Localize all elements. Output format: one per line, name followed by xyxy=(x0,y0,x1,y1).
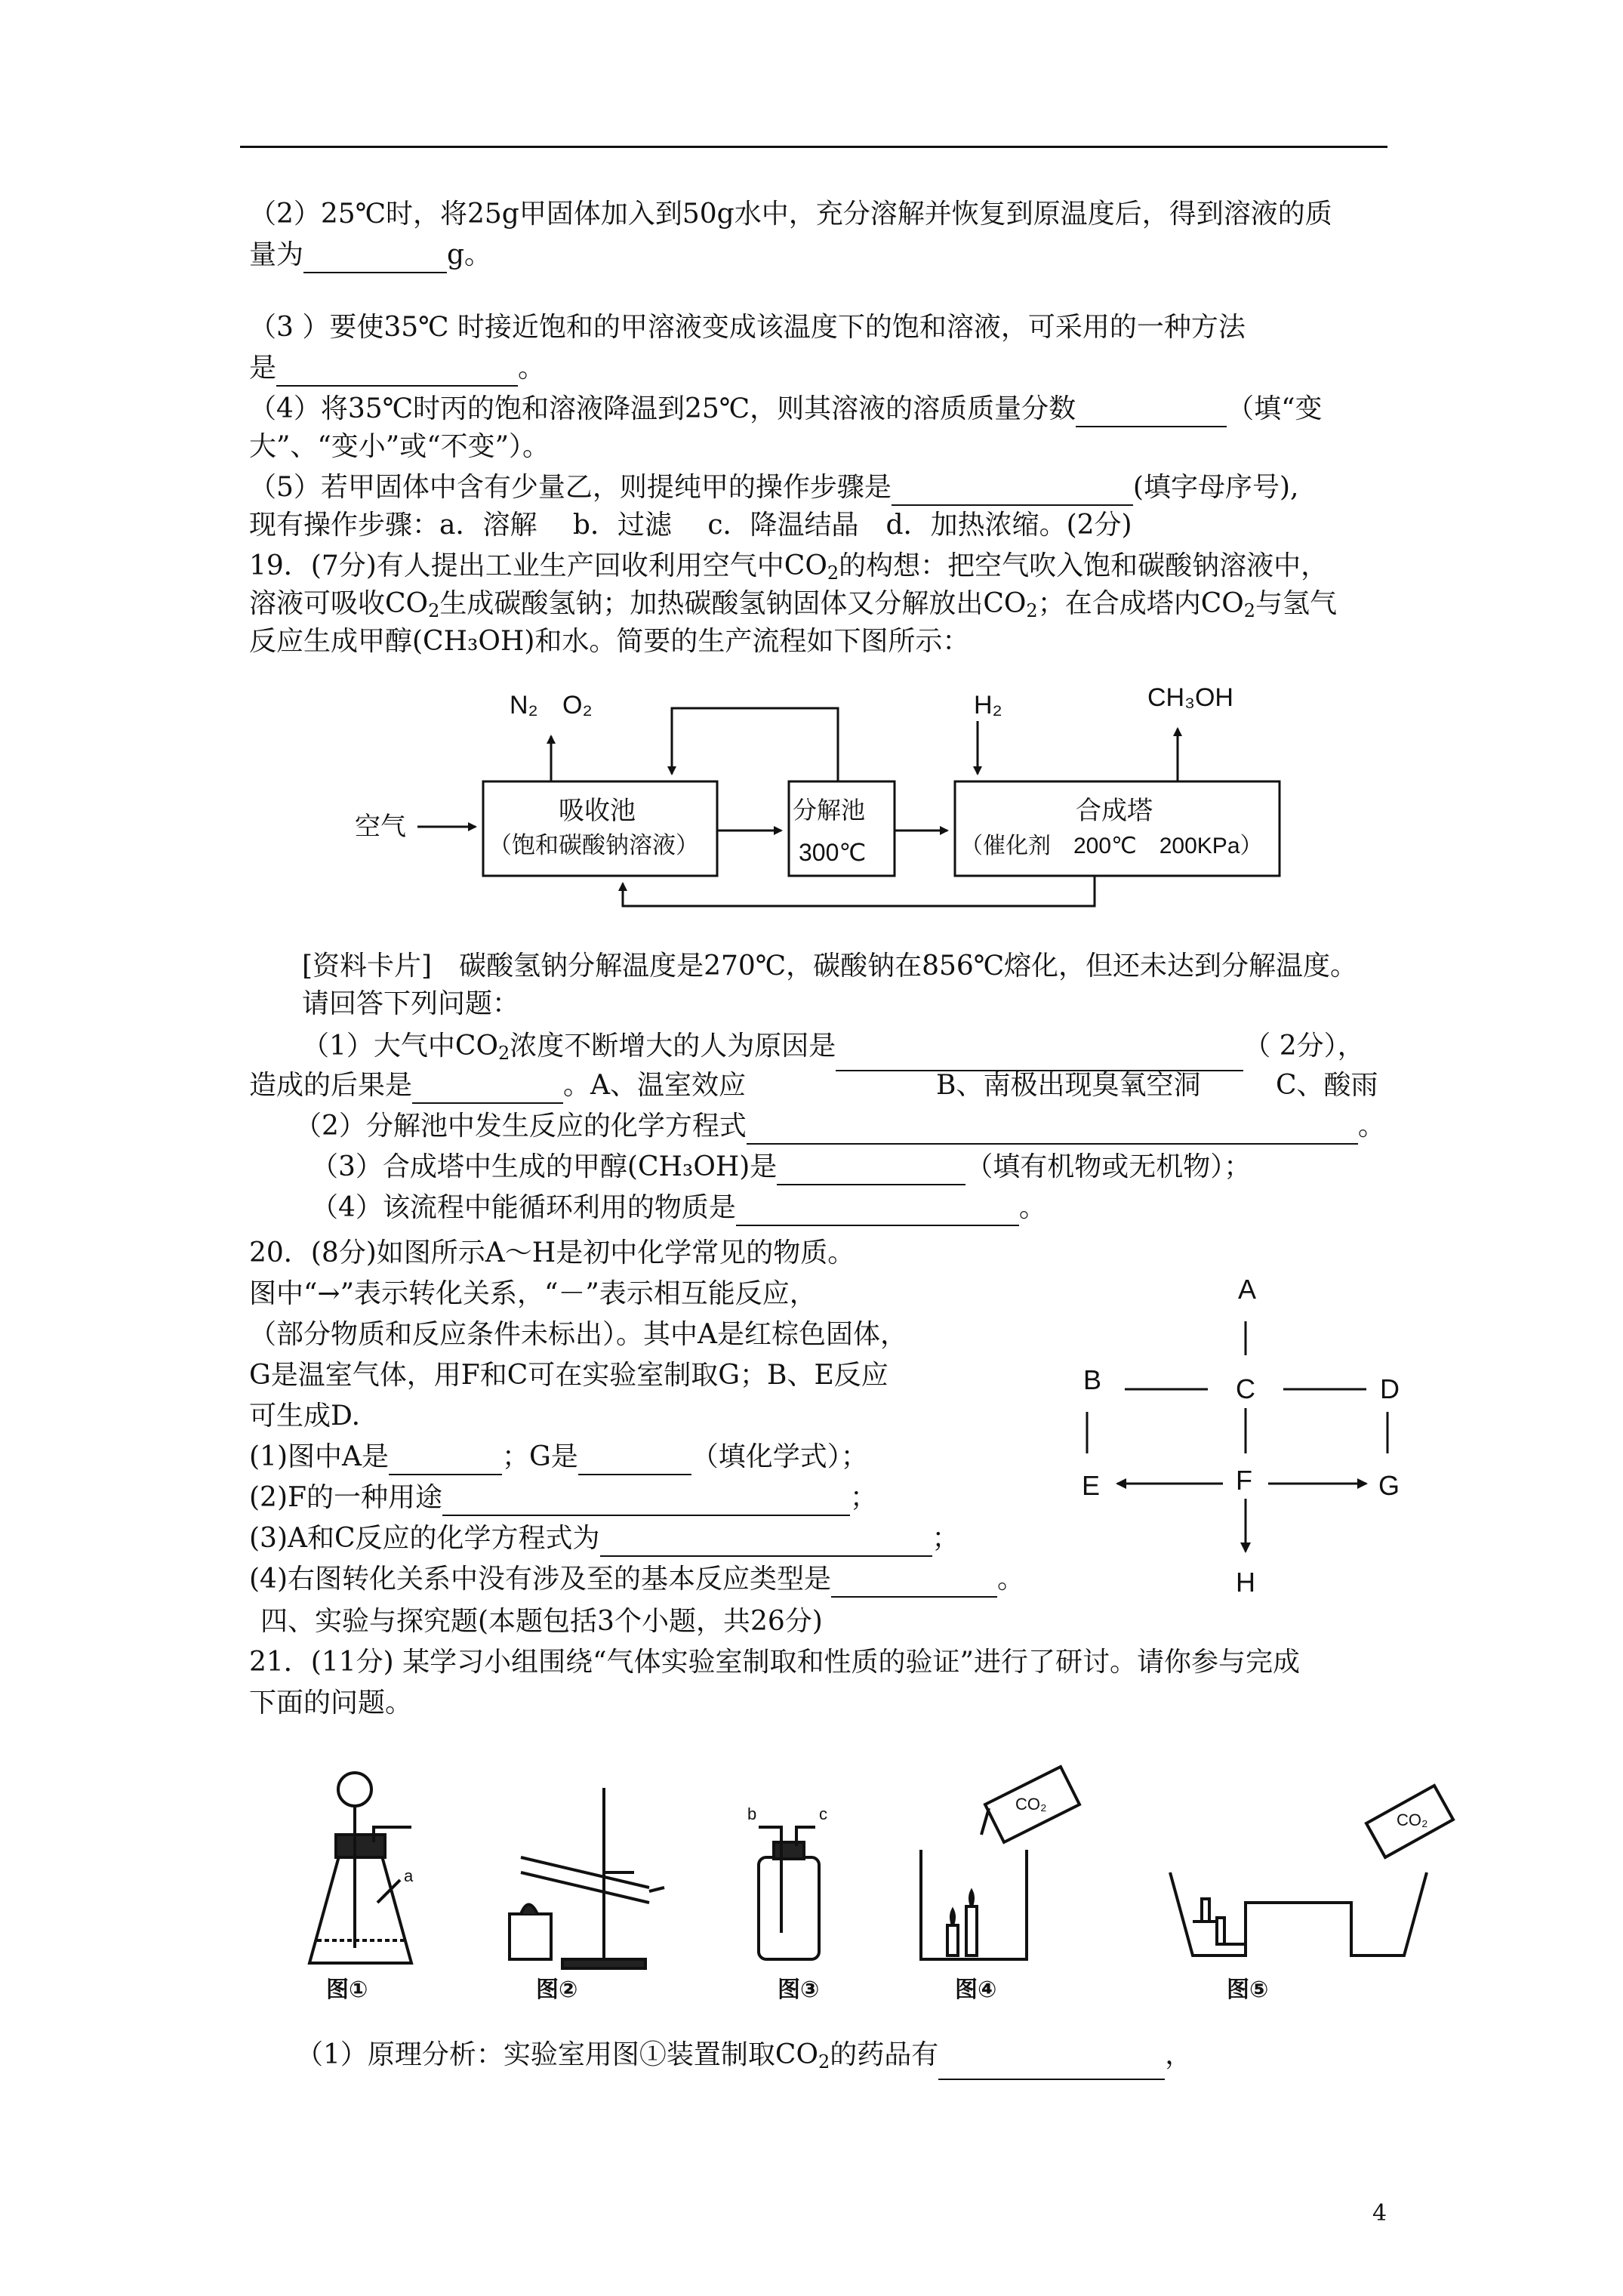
q19-sub-3: （3）合成塔中生成的甲醇(CH₃OH)是 （填有机物或无机物）； xyxy=(311,1149,1251,1185)
node-d: D xyxy=(1380,1373,1400,1404)
q20-question-1: (1)图中A是 ；G是 （填化学式）； xyxy=(249,1439,868,1475)
figure-label-1: 图① xyxy=(326,1977,368,2002)
q20-line-1: 20．(8分)如图所示A～H是初中化学常见的物质。 xyxy=(249,1237,855,1268)
node-a: A xyxy=(1238,1274,1257,1305)
q20-line-4: G是温室气体，用F和C可在实验室制取G；B、E反应 xyxy=(249,1360,888,1391)
q19-ask: 请回答下列问题： xyxy=(302,988,520,1019)
q18-line-2a: （2）25℃时，将25g甲固体加入到50g水中，充分溶解并恢复到原温度后，得到溶液的质 xyxy=(249,199,1332,230)
node-g: G xyxy=(1378,1470,1400,1501)
flow-absorb-title: 吸收池 xyxy=(559,797,636,825)
q18-line-5b: 现有操作步骤：a．溶解 b．过滤 c．降温结晶 d．加热浓缩。(2分) xyxy=(249,510,1132,541)
q18-line-5a: （5）若甲固体中含有少量乙，则提纯甲的操作步骤是 (填字母序号), xyxy=(249,470,1298,506)
q19-sub-4: （4）该流程中能循环利用的物质是 。 xyxy=(311,1190,1046,1226)
answer-blank[interactable] xyxy=(938,2048,1165,2080)
q18-line-2b: 量为 g。 xyxy=(249,237,491,273)
q19-data-card: [资料卡片] 碳酸氢钠分解温度是270℃，碳酸钠在856℃熔化，但还未达到分解温度。 xyxy=(302,951,1358,982)
figure-label-4: 图④ xyxy=(955,1977,997,2002)
node-f: F xyxy=(1236,1465,1252,1496)
flow-n2-label: N₂ xyxy=(510,691,538,720)
q21-line-2: 下面的问题。 xyxy=(249,1687,413,1718)
q19-line-1: 19．(7分)有人提出工业生产回收利用空气中$CO_2$的构想：把空气吹入饱和碳酸钠溶液中， xyxy=(249,550,1329,584)
q18-line-4a: （4）将35℃时丙的饱和溶液降温到25℃，则其溶液的溶质质量分数 （填“变 xyxy=(249,391,1322,427)
co2-label-fig4: CO₂ xyxy=(1015,1795,1047,1814)
label-a: a xyxy=(404,1866,414,1885)
q19-option-c: C、酸雨 xyxy=(1276,1070,1378,1101)
flow-decomp-title: 分解池 xyxy=(793,797,866,824)
figure-3-gas-bottle xyxy=(759,1827,819,1959)
flow-decomp-temp: 300℃ xyxy=(799,839,867,866)
node-b: B xyxy=(1083,1364,1102,1395)
q19-line-3: 反应生成甲醇(CH₃OH)和水。简要的生产流程如下图所示： xyxy=(249,626,970,657)
q20-question-2: (2)F的一种用途 ； xyxy=(249,1480,877,1516)
section-4-heading: 四、实验与探究题(本题包括3个小题，共26分) xyxy=(260,1606,823,1637)
page-number: 4 xyxy=(1372,2200,1387,2227)
flow-synth-sub: （催化剂 200℃ 200KPa） xyxy=(960,834,1263,858)
co2-label-fig5: CO₂ xyxy=(1397,1811,1428,1829)
flow-ch3oh-label: CH₃OH xyxy=(1147,683,1233,712)
label-b: b xyxy=(747,1804,757,1823)
q19-option-b: B、南极出现臭氧空洞 xyxy=(936,1070,1201,1101)
figure-2-heating-setup xyxy=(510,1788,664,1968)
node-c: C xyxy=(1236,1373,1255,1404)
node-e: E xyxy=(1082,1470,1101,1501)
q20-line-3: （部分物质和反应条件未标出）。其中A是红棕色固体， xyxy=(249,1319,907,1350)
q18-line-3b: 是 。 xyxy=(249,350,545,387)
q18-line-3a: （3 ）要使35℃ 时接近饱和的甲溶液变成该温度下的饱和溶液，可采用的一种方法 xyxy=(249,312,1246,343)
label-c: c xyxy=(819,1804,827,1823)
q20-question-4: (4)右图转化关系中没有涉及至的基本反应类型是 。 xyxy=(249,1561,1024,1598)
figure-label-5: 图⑤ xyxy=(1227,1977,1269,2002)
q19-sub-1b: 造成的后果是 。A、温室效应 xyxy=(249,1068,746,1104)
figure-label-3: 图③ xyxy=(778,1977,820,2002)
figure-1-flask xyxy=(310,1773,411,1963)
flow-absorb-sub: （饱和碳酸钠溶液） xyxy=(488,832,699,858)
figure-label-2: 图② xyxy=(536,1977,578,2002)
flow-h2-label: H₂ xyxy=(974,691,1002,720)
q19-line-2: 溶液可吸收$CO_2$生成碳酸氢钠；加热碳酸氢钠固体又分解放出$CO_2$；在合成塔内$CO_2$与氢气 xyxy=(249,588,1338,621)
q20-line-2: 图中“→”表示转化关系，“－”表示相互能反应， xyxy=(249,1278,817,1309)
q18-line-4b: 大”、“变小”或“不变”）。 xyxy=(249,431,550,462)
flow-o2-label: O₂ xyxy=(562,691,593,720)
figure-4-beaker-candles xyxy=(921,1767,1079,1959)
flow-synth-title: 合成塔 xyxy=(1076,797,1153,825)
q19-sub-1a: （1）大气中$CO_2$浓度不断增大的人为原因是 （ 2分）， xyxy=(302,1028,1365,1071)
q20-line-5: 可生成D. xyxy=(249,1401,361,1432)
flow-air-label: 空气 xyxy=(355,812,406,841)
q21-sub-1: （1）原理分析：实验室用图①装置制取$CO_2$的药品有 ， xyxy=(296,2037,1192,2080)
node-h: H xyxy=(1236,1567,1255,1598)
q20-question-3: (3)A和C反应的化学方程式为 ； xyxy=(249,1521,959,1557)
q21-line-1: 21．(11分) 某学习小组围绕“气体实验室制取和性质的验证”进行了研讨。请你参与完成 xyxy=(249,1647,1300,1678)
q19-sub-2: （2）分解池中发生反应的化学方程式 。 xyxy=(294,1108,1385,1145)
